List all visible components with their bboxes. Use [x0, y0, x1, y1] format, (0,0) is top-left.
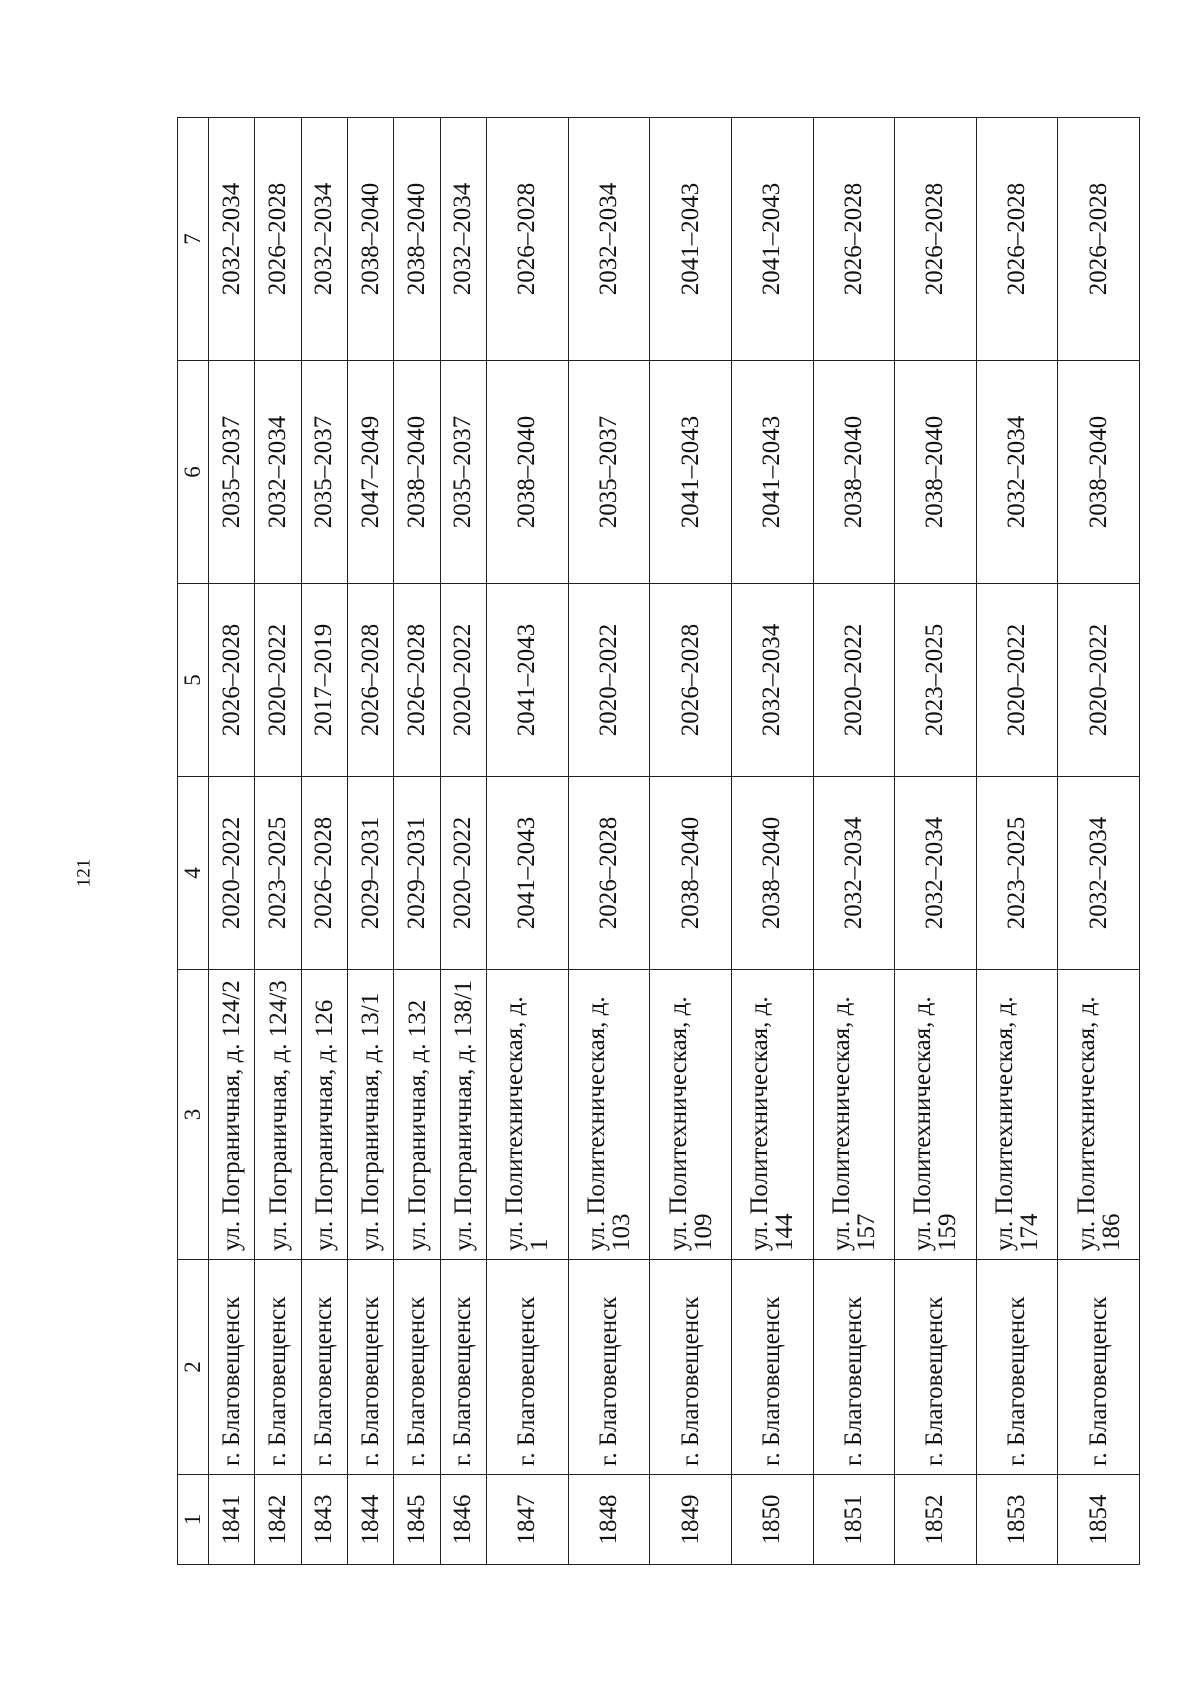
period-cell: 2041–2043	[650, 118, 732, 361]
period-cell: 2038–2040	[348, 118, 394, 361]
period-cell: 2038–2040	[1058, 361, 1140, 584]
period-cell: 2032–2034	[568, 118, 650, 361]
period-cell: 2038–2040	[394, 361, 440, 584]
period-cell: 2020–2022	[440, 584, 486, 777]
table-row	[650, 118, 732, 1565]
row-number-cell: 1845	[394, 1475, 440, 1565]
period-cell: 2032–2034	[1058, 777, 1140, 970]
period-cell: 2026–2028	[813, 118, 895, 361]
period-cell: 2038–2040	[813, 361, 895, 584]
period-cell: 2026–2028	[209, 584, 255, 777]
row-number-cell: 1841	[209, 1475, 255, 1565]
address-cell: ул. Политехническая, д. 109	[650, 970, 732, 1260]
period-cell: 2035–2037	[301, 361, 347, 584]
period-cell: 2038–2040	[650, 777, 732, 970]
period-cell: 2038–2040	[895, 361, 977, 584]
period-cell: 2023–2025	[255, 777, 301, 970]
period-cell: 2020–2022	[209, 777, 255, 970]
header-cell: 6	[178, 361, 209, 584]
period-cell: 2032–2034	[301, 118, 347, 361]
table-row	[813, 118, 895, 1565]
row-number-cell: 1853	[976, 1475, 1058, 1565]
address-cell: ул. Политехническая, д. 144	[731, 970, 813, 1260]
period-cell: 2020–2022	[813, 584, 895, 777]
table-row	[976, 118, 1058, 1565]
row-number-cell: 1842	[255, 1475, 301, 1565]
address-cell: ул. Пограничная, д. 124/3	[255, 970, 301, 1260]
period-cell: 2035–2037	[209, 361, 255, 584]
row-number-cell: 1843	[301, 1475, 347, 1565]
period-cell: 2023–2025	[976, 777, 1058, 970]
table-row	[568, 118, 650, 1565]
table-row	[348, 118, 394, 1565]
row-number-cell: 1854	[1058, 1475, 1140, 1565]
period-cell: 2041–2043	[487, 777, 569, 970]
table-row	[1058, 118, 1140, 1565]
row-number-cell: 1847	[487, 1475, 569, 1565]
header-cell: 4	[178, 777, 209, 970]
row-number-cell: 1846	[440, 1475, 486, 1565]
city-cell: г. Благовещенск	[895, 1260, 977, 1475]
address-cell: ул. Политехническая, д. 1	[487, 970, 569, 1260]
period-cell: 2038–2040	[731, 777, 813, 970]
city-cell: г. Благовещенск	[348, 1260, 394, 1475]
period-cell: 2041–2043	[487, 584, 569, 777]
period-cell: 2032–2034	[255, 361, 301, 584]
period-cell: 2032–2034	[440, 118, 486, 361]
period-cell: 2026–2028	[650, 584, 732, 777]
table-row	[487, 118, 569, 1565]
city-cell: г. Благовещенск	[568, 1260, 650, 1475]
period-cell: 2026–2028	[895, 118, 977, 361]
period-cell: 2029–2031	[348, 777, 394, 970]
row-number-cell: 1848	[568, 1475, 650, 1565]
address-cell: ул. Политехническая, д. 159	[895, 970, 977, 1260]
address-cell: ул. Пограничная, д. 124/2	[209, 970, 255, 1260]
period-cell: 2038–2040	[487, 361, 569, 584]
period-cell: 2026–2028	[487, 118, 569, 361]
period-cell: 2026–2028	[255, 118, 301, 361]
address-cell: ул. Пограничная, д. 132	[394, 970, 440, 1260]
city-cell: г. Благовещенск	[301, 1260, 347, 1475]
city-cell: г. Благовещенск	[813, 1260, 895, 1475]
period-cell: 2038–2040	[394, 118, 440, 361]
city-cell: г. Благовещенск	[487, 1260, 569, 1475]
city-cell: г. Благовещенск	[209, 1260, 255, 1475]
header-cell: 5	[178, 584, 209, 777]
period-cell: 2041–2043	[731, 118, 813, 361]
period-cell: 2032–2034	[731, 584, 813, 777]
period-cell: 2026–2028	[348, 584, 394, 777]
period-cell: 2017–2019	[301, 584, 347, 777]
address-cell: ул. Пограничная, д. 138/1	[440, 970, 486, 1260]
row-number-cell: 1851	[813, 1475, 895, 1565]
period-cell: 2026–2028	[1058, 118, 1140, 361]
table-header-row	[178, 118, 209, 1565]
address-cell: ул. Политехническая, д. 174	[976, 970, 1058, 1260]
period-cell: 2020–2022	[255, 584, 301, 777]
row-number-cell: 1850	[731, 1475, 813, 1565]
period-cell: 2035–2037	[440, 361, 486, 584]
rotated-table-frame	[177, 118, 1140, 1565]
address-cell: ул. Пограничная, д. 126	[301, 970, 347, 1260]
period-cell: 2032–2034	[976, 361, 1058, 584]
period-cell: 2026–2028	[394, 584, 440, 777]
period-cell: 2020–2022	[976, 584, 1058, 777]
table-row	[255, 118, 301, 1565]
city-cell: г. Благовещенск	[440, 1260, 486, 1475]
period-cell: 2020–2022	[440, 777, 486, 970]
period-cell: 2026–2028	[568, 777, 650, 970]
period-cell: 2029–2031	[394, 777, 440, 970]
address-cell: ул. Пограничная, д. 13/1	[348, 970, 394, 1260]
page-number: 121	[73, 858, 95, 888]
period-cell: 2041–2043	[731, 361, 813, 584]
table-row	[731, 118, 813, 1565]
period-cell: 2035–2037	[568, 361, 650, 584]
period-cell: 2023–2025	[895, 584, 977, 777]
period-cell: 2047–2049	[348, 361, 394, 584]
schedule-table	[177, 117, 1140, 1565]
row-number-cell: 1849	[650, 1475, 732, 1565]
city-cell: г. Благовещенск	[731, 1260, 813, 1475]
period-cell: 2020–2022	[568, 584, 650, 777]
table-row	[301, 118, 347, 1565]
table-row	[394, 118, 440, 1565]
header-cell: 2	[178, 1260, 209, 1475]
row-number-cell: 1844	[348, 1475, 394, 1565]
period-cell: 2026–2028	[976, 118, 1058, 361]
period-cell: 2041–2043	[650, 361, 732, 584]
city-cell: г. Благовещенск	[1058, 1260, 1140, 1475]
header-cell: 7	[178, 118, 209, 361]
period-cell: 2032–2034	[895, 777, 977, 970]
header-cell: 3	[178, 970, 209, 1260]
city-cell: г. Благовещенск	[976, 1260, 1058, 1475]
city-cell: г. Благовещенск	[394, 1260, 440, 1475]
city-cell: г. Благовещенск	[650, 1260, 732, 1475]
address-cell: ул. Политехническая, д. 157	[813, 970, 895, 1260]
address-cell: ул. Политехническая, д. 186	[1058, 970, 1140, 1260]
period-cell: 2026–2028	[301, 777, 347, 970]
city-cell: г. Благовещенск	[255, 1260, 301, 1475]
table-row	[209, 118, 255, 1565]
period-cell: 2032–2034	[209, 118, 255, 361]
row-number-cell: 1852	[895, 1475, 977, 1565]
header-cell: 1	[178, 1475, 209, 1565]
period-cell: 2020–2022	[1058, 584, 1140, 777]
table-row	[440, 118, 486, 1565]
period-cell: 2032–2034	[813, 777, 895, 970]
table-row	[895, 118, 977, 1565]
address-cell: ул. Политехническая, д. 103	[568, 970, 650, 1260]
